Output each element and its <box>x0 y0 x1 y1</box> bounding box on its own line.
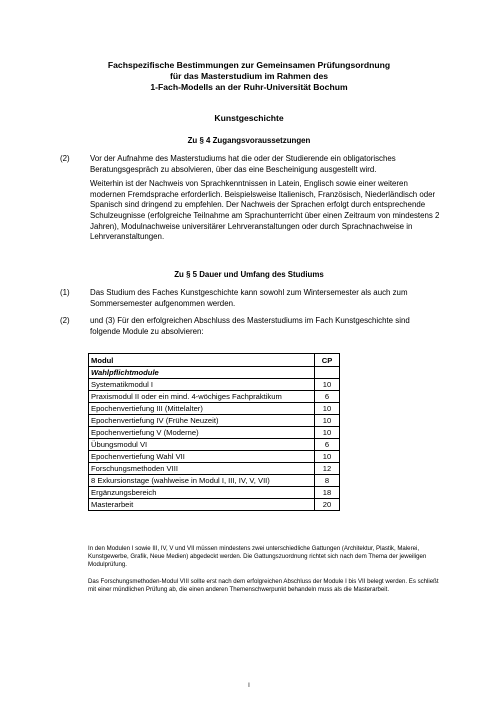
table-row <box>89 391 340 403</box>
title-line-1: Fachspezifische Bestimmungen zur Gemeinsamen Prüfungsordnung <box>107 60 391 70</box>
table-row <box>89 427 340 439</box>
paragraph-text: und (3) Für den erfolgreichen Abschluss des Masterstudiums im Fach Kunstgeschichte sind folgende Module zu absolvieren: <box>90 316 410 336</box>
subject-heading: Kunstgeschichte <box>214 113 284 123</box>
module-cell: Epochenvertiefung IV (Frühe Neuzeit) <box>89 415 315 427</box>
paragraph-text: Vor der Aufnahme des Masterstudiums hat die oder der Studierende ein obligatorisches Beratungsgespräch zu absolvieren, über das eine Bescheinigung ausgestellt wird. <box>90 154 396 174</box>
module-cell: Ergänzungsbereich <box>89 487 315 499</box>
page-number: I <box>248 683 250 689</box>
paragraph-text: Weiterhin ist der Nachweis von Sprachkenntnissen in Latein, Englisch sowie einer weiteren modernen Fremdsprache erforderlich. Beispielsweise Italienisch, Französisch, Niederländisch oder Spanisch sind dringend zu empfehlen. Der Nachweis der Sprachen erfolgt durch entsprechende Schulzeugnisse (erfolgreiche Teilnahme am Sprachunterricht über einen Zeitraum von mindestens 2 Jahren), Modulnachweise universitärer Lehrveranstaltungen oder durch Sprachnachweise in Lehrveranstaltungen. <box>90 179 440 242</box>
cp-cell: 6 <box>315 391 340 403</box>
module-cell: Forschungsmethoden VIII <box>89 463 315 475</box>
title-line-2: für das Masterstudium im Rahmen des <box>169 71 329 81</box>
table-row <box>89 415 340 427</box>
section-5-paragraph-2 <box>60 316 440 337</box>
table-row <box>89 379 340 391</box>
table-row <box>89 439 340 451</box>
title-line-3: 1-Fach-Modells an der Ruhr-Universität Bochum <box>150 82 348 92</box>
table-row <box>89 499 340 511</box>
module-cell: Systematikmodul I <box>89 379 315 391</box>
section-5-paragraph-1 <box>60 288 440 309</box>
column-header-cp: CP <box>315 354 340 367</box>
module-cell: Praxismodul II oder ein mind. 4-wöchiges Fachpraktikum <box>89 391 315 403</box>
paragraph-text: Das Studium des Faches Kunstgeschichte kann sowohl zum Wintersemester als auch zum Sommersemester aufgenommen werden. <box>90 288 408 308</box>
section-5-heading: Zu § 5 Dauer und Umfang des Studiums <box>174 270 324 279</box>
group-label: Wahlpflichtmodule <box>89 367 315 379</box>
cp-cell: 10 <box>315 451 340 463</box>
footnote-research-methods: Das Forschungsmethoden-Modul VIII sollte erst nach dem erfolgreichen Abschluss der Module I bis VII belegt werden. Es schließt mit einer mündlichen Prüfung ab, die einen anderen Themenschwerpunkt behandeln muss als die Masterarbeit. <box>88 578 439 594</box>
cp-cell: 10 <box>315 415 340 427</box>
cp-cell: 20 <box>315 499 340 511</box>
table-header-row <box>89 354 340 367</box>
cp-cell: 12 <box>315 463 340 475</box>
module-cell: Epochenvertiefung Wahl VII <box>89 451 315 463</box>
column-header-module: Modul <box>89 354 315 367</box>
module-cell: 8 Exkursionstage (wahlweise in Modul I, III, IV, V, VII) <box>89 475 315 487</box>
document-title <box>60 60 438 93</box>
cp-cell: 10 <box>315 379 340 391</box>
footnote-genres: In den Modulen I sowie III, IV, V und VII müssen mindestens zwei unterschiedliche Gattungen (Architektur, Plastik, Malerei, Kunstgewerbe, Grafik, Neue Medien) abgedeckt werden. Die Gattungszuordnung richtet sich nach dem Thema der jeweiligen Modulprüfung. <box>88 545 427 569</box>
table-group-row <box>89 367 340 379</box>
paragraph-number: (1) <box>60 288 70 297</box>
table-row <box>89 487 340 499</box>
section-4-heading: Zu § 4 Zugangsvoraussetzungen <box>187 136 311 145</box>
cp-cell: 18 <box>315 487 340 499</box>
cp-cell: 10 <box>315 427 340 439</box>
module-cell: Epochenvertiefung III (Mittelalter) <box>89 403 315 415</box>
group-cp-cell <box>315 367 340 379</box>
section-4-paragraph-2 <box>60 154 440 243</box>
table-row <box>89 403 340 415</box>
table-row <box>89 475 340 487</box>
module-cell: Masterarbeit <box>89 499 315 511</box>
paragraph-number: (2) <box>60 316 70 325</box>
cp-cell: 6 <box>315 439 340 451</box>
table-row <box>89 463 340 475</box>
paragraph-number: (2) <box>60 154 70 163</box>
module-cell: Epochenvertiefung V (Moderne) <box>89 427 315 439</box>
cp-cell: 8 <box>315 475 340 487</box>
table-row <box>89 451 340 463</box>
cp-cell: 10 <box>315 403 340 415</box>
module-table <box>88 353 340 511</box>
module-cell: Übungsmodul VI <box>89 439 315 451</box>
